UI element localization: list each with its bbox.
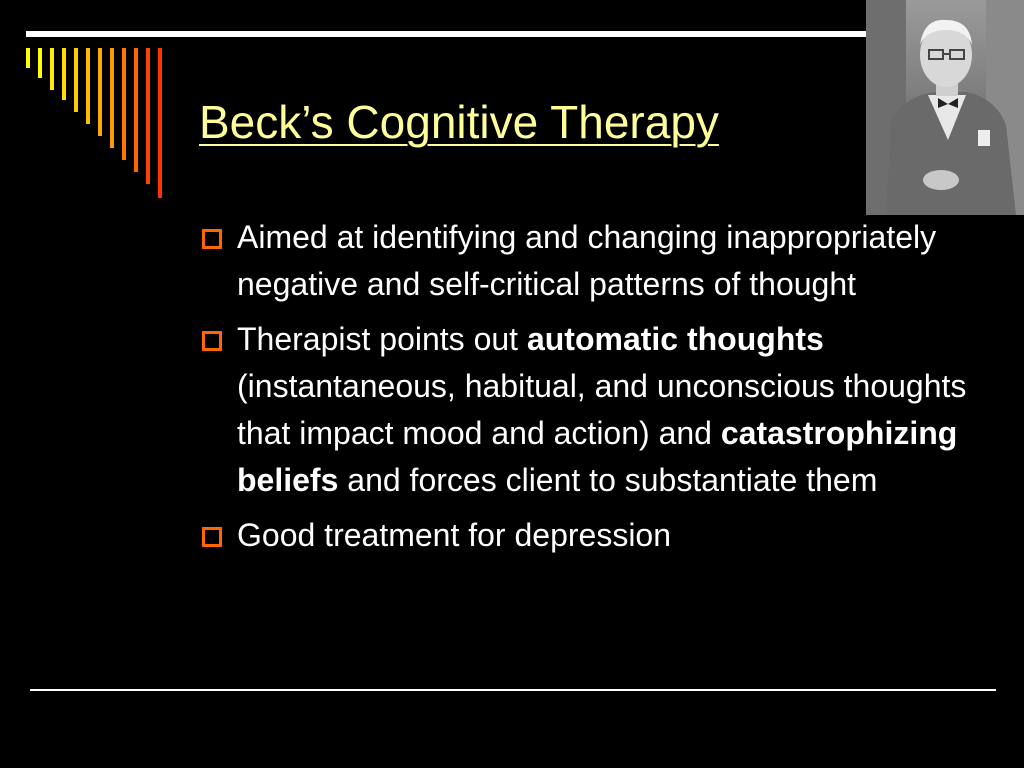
stripe <box>38 48 42 78</box>
stripe <box>122 48 126 160</box>
bottom-divider-line <box>30 689 996 691</box>
stripe <box>74 48 78 112</box>
bullet-item <box>200 214 990 308</box>
bullet-text <box>237 219 936 302</box>
bullet-text-part: Good treatment for depression <box>237 517 672 553</box>
bullet-text <box>237 321 966 498</box>
bullet-text-part: Therapist points out <box>237 321 527 357</box>
square-bullet-icon <box>202 229 222 249</box>
square-bullet-icon <box>202 527 222 547</box>
bullet-text-part: Aimed at identifying and changing inappropriately negative and self-critical patterns of thought <box>237 219 937 302</box>
bullet-list <box>200 214 990 567</box>
portrait-photo-icon <box>866 0 1024 215</box>
stripe <box>110 48 114 148</box>
decorative-stripes <box>0 0 200 220</box>
stripe <box>26 48 30 68</box>
stripe <box>62 48 66 100</box>
bullet-bold-term: catastrophizing beliefs <box>237 415 958 498</box>
stripe <box>98 48 102 136</box>
bullet-text-part: and forces client to substantiate them <box>338 462 878 498</box>
bullet-bold-term: automatic thoughts <box>526 321 824 357</box>
stripe <box>50 48 54 90</box>
bullet-text <box>237 517 671 553</box>
stripe <box>158 48 162 198</box>
portrait-photo <box>866 0 1024 215</box>
stripe <box>146 48 150 184</box>
bullet-text-part: (instantaneous, habitual, and unconscious thoughts that impact mood and action) and <box>237 368 967 451</box>
slide-title: Beck’s Cognitive Therapy <box>199 96 719 148</box>
bullet-item <box>200 512 990 559</box>
bullet-item <box>200 316 990 504</box>
stripe <box>134 48 138 172</box>
stripe <box>86 48 90 124</box>
square-bullet-icon <box>202 331 222 351</box>
